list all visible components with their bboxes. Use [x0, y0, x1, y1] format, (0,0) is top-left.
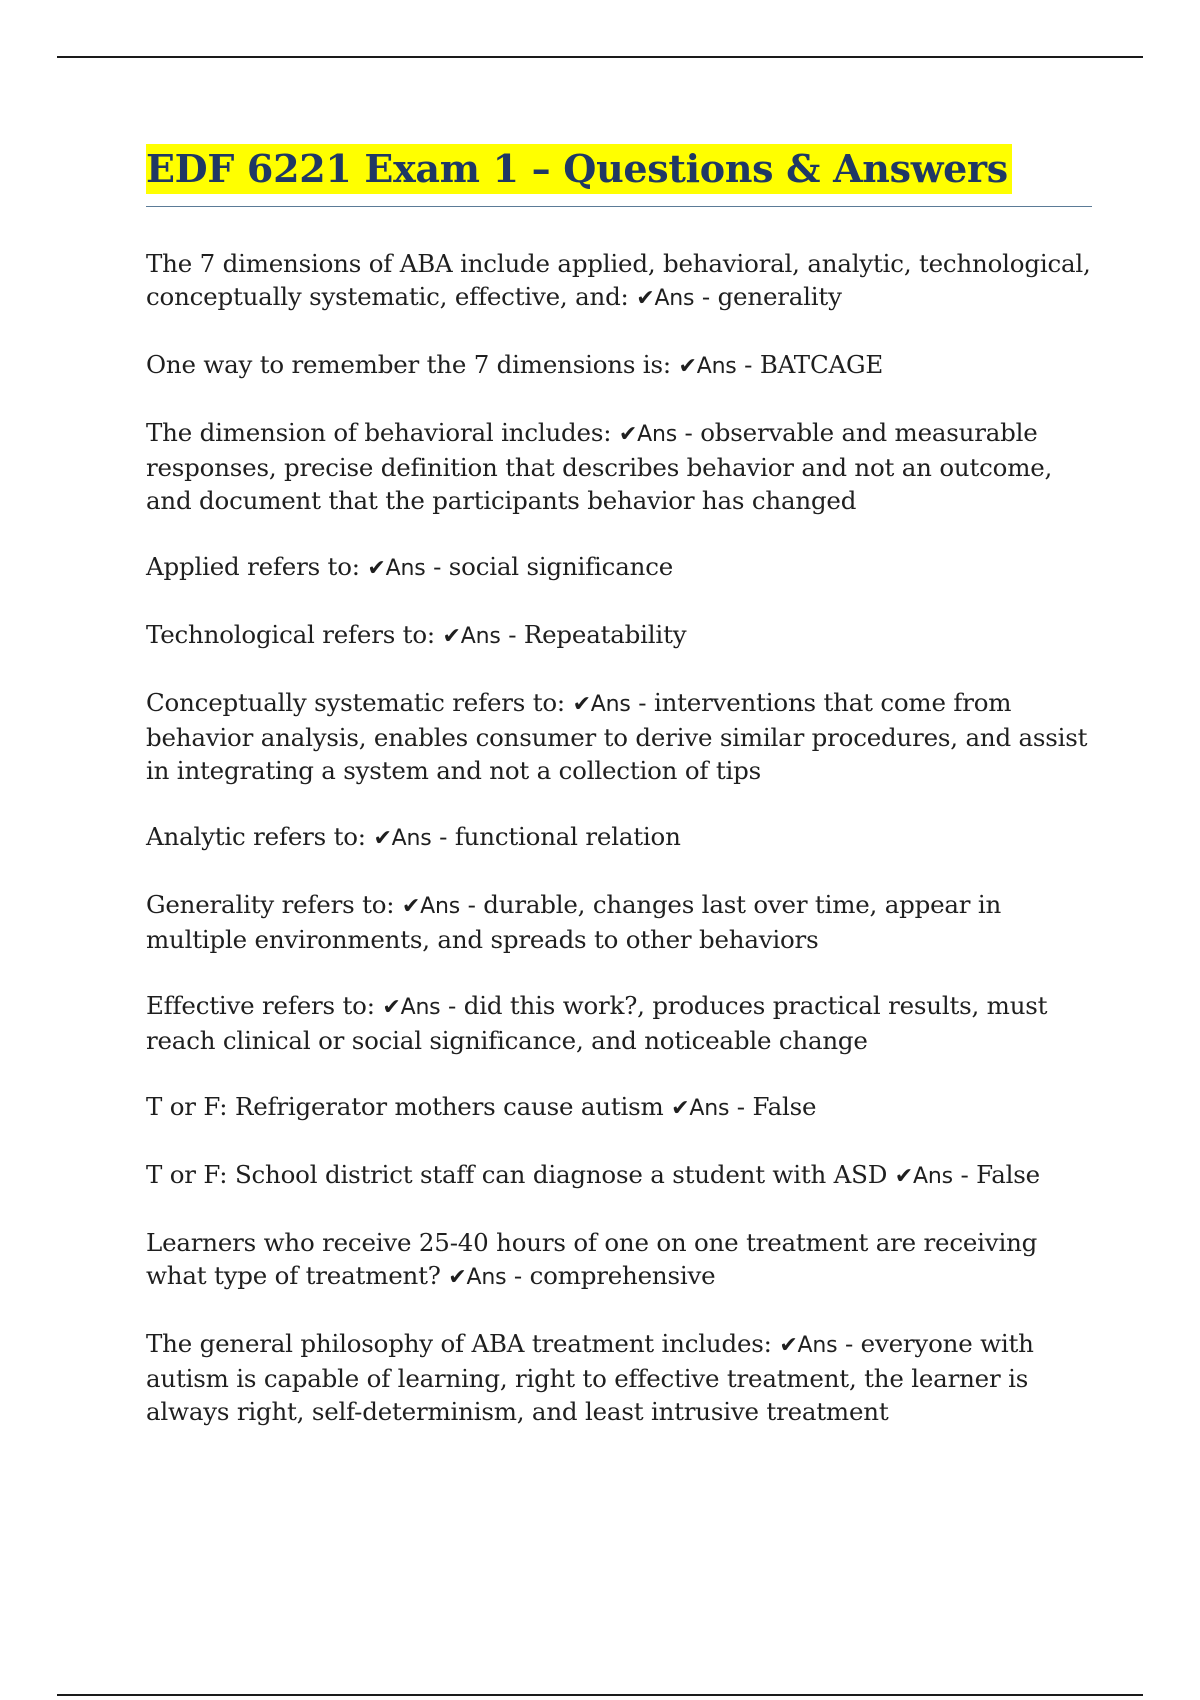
question-text: Generality refers to:	[146, 890, 395, 919]
question-text: Technological refers to:	[146, 620, 435, 649]
question-text: Conceptually systematic refers to:	[146, 688, 565, 717]
question-text: Applied refers to:	[146, 552, 360, 581]
qa-item	[146, 1226, 1092, 1294]
answer-marker: ✔Ans	[448, 1265, 507, 1290]
answer-separator: -	[440, 991, 464, 1020]
qa-item	[146, 1090, 1092, 1125]
answer-marker: ✔Ans	[636, 286, 695, 311]
answer-separator: -	[425, 552, 449, 581]
answer-separator: -	[694, 282, 718, 311]
answer-text: comprehensive	[529, 1261, 716, 1290]
answer-separator: -	[676, 418, 701, 447]
answer-text: Repeatability	[523, 620, 687, 649]
answer-separator: -	[500, 620, 524, 649]
answer-marker: ✔Ans	[367, 556, 426, 581]
answer-separator: -	[630, 688, 654, 717]
answer-marker: ✔Ans	[442, 624, 501, 649]
document-title: EDF 6221 Exam 1 – Questions & Answers	[146, 144, 1012, 194]
question-text: One way to remember the 7 dimensions is:	[146, 350, 671, 379]
qa-item	[146, 1158, 1092, 1193]
footer-rule	[57, 1694, 1143, 1696]
answer-separator: -	[952, 1160, 977, 1189]
question-text: The general philosophy of ABA treatment includes:	[146, 1329, 772, 1358]
qa-item	[146, 1327, 1092, 1428]
answer-text: social significance	[448, 552, 674, 581]
qa-item	[146, 989, 1092, 1057]
question-text: The 7 dimensions of ABA include applied, behavioral, analytic, technological, conceptually systematic, effective, and:	[146, 249, 1091, 311]
question-text: T or F: Refrigerator mothers cause autism	[146, 1092, 664, 1121]
answer-text: functional relation	[454, 822, 681, 851]
answer-text: did this work?, produces practical results, must reach clinical or social significance, and noticeable change	[146, 991, 1048, 1055]
answer-text: observable and measurable responses, precise definition that describes behavior and not an outcome, and document that the participants behavior has changed	[146, 418, 1053, 515]
answer-marker: ✔Ans	[779, 1333, 838, 1358]
answer-separator: -	[837, 1329, 861, 1358]
answer-marker: ✔Ans	[382, 995, 441, 1020]
answer-marker: ✔Ans	[572, 692, 631, 717]
answer-text: interventions that come from behavior analysis, enables consumer to derive similar procedures, and assist in integrating a system and not a collection of tips	[146, 688, 1088, 785]
answer-text: everyone with autism is capable of learning, right to effective treatment, the learner is always right, self-determinism, and least intrusive treatment	[146, 1329, 1034, 1426]
question-text: T or F: School district staff can diagnose a student with ASD	[146, 1160, 888, 1189]
answer-separator: -	[431, 822, 455, 851]
qa-list	[146, 247, 1092, 1428]
qa-item	[146, 686, 1092, 787]
answer-separator: -	[506, 1261, 530, 1290]
header-rule	[57, 56, 1143, 58]
qa-item	[146, 348, 1092, 383]
question-text: Effective refers to:	[146, 991, 375, 1020]
qa-item	[146, 618, 1092, 653]
qa-item	[146, 416, 1092, 517]
answer-text: durable, changes last over time, appear in multiple environments, and spreads to other behaviors	[146, 890, 1002, 954]
qa-item	[146, 550, 1092, 585]
answer-marker: ✔Ans	[894, 1164, 953, 1189]
question-text: The dimension of behavioral includes:	[146, 418, 612, 447]
answer-separator: -	[460, 890, 484, 919]
answer-text: BATCAGE	[759, 350, 884, 379]
title-block	[146, 144, 1092, 207]
answer-text: False	[752, 1092, 817, 1121]
question-text: Learners who receive 25-40 hours of one on one treatment are receiving what type of treatment?	[146, 1228, 1038, 1290]
answer-marker: ✔Ans	[401, 894, 461, 919]
qa-item	[146, 888, 1092, 956]
answer-text: generality	[717, 282, 842, 311]
qa-item	[146, 247, 1092, 315]
answer-marker: ✔Ans	[373, 826, 432, 851]
answer-separator: -	[729, 1092, 753, 1121]
answer-marker: ✔Ans	[671, 1096, 730, 1121]
answer-text: False	[976, 1160, 1040, 1189]
answer-marker: ✔Ans	[618, 422, 677, 447]
document-content	[146, 144, 1092, 1461]
question-text: Analytic refers to:	[146, 822, 366, 851]
answer-marker: ✔Ans	[678, 354, 737, 379]
answer-separator: -	[736, 350, 760, 379]
qa-item	[146, 820, 1092, 855]
